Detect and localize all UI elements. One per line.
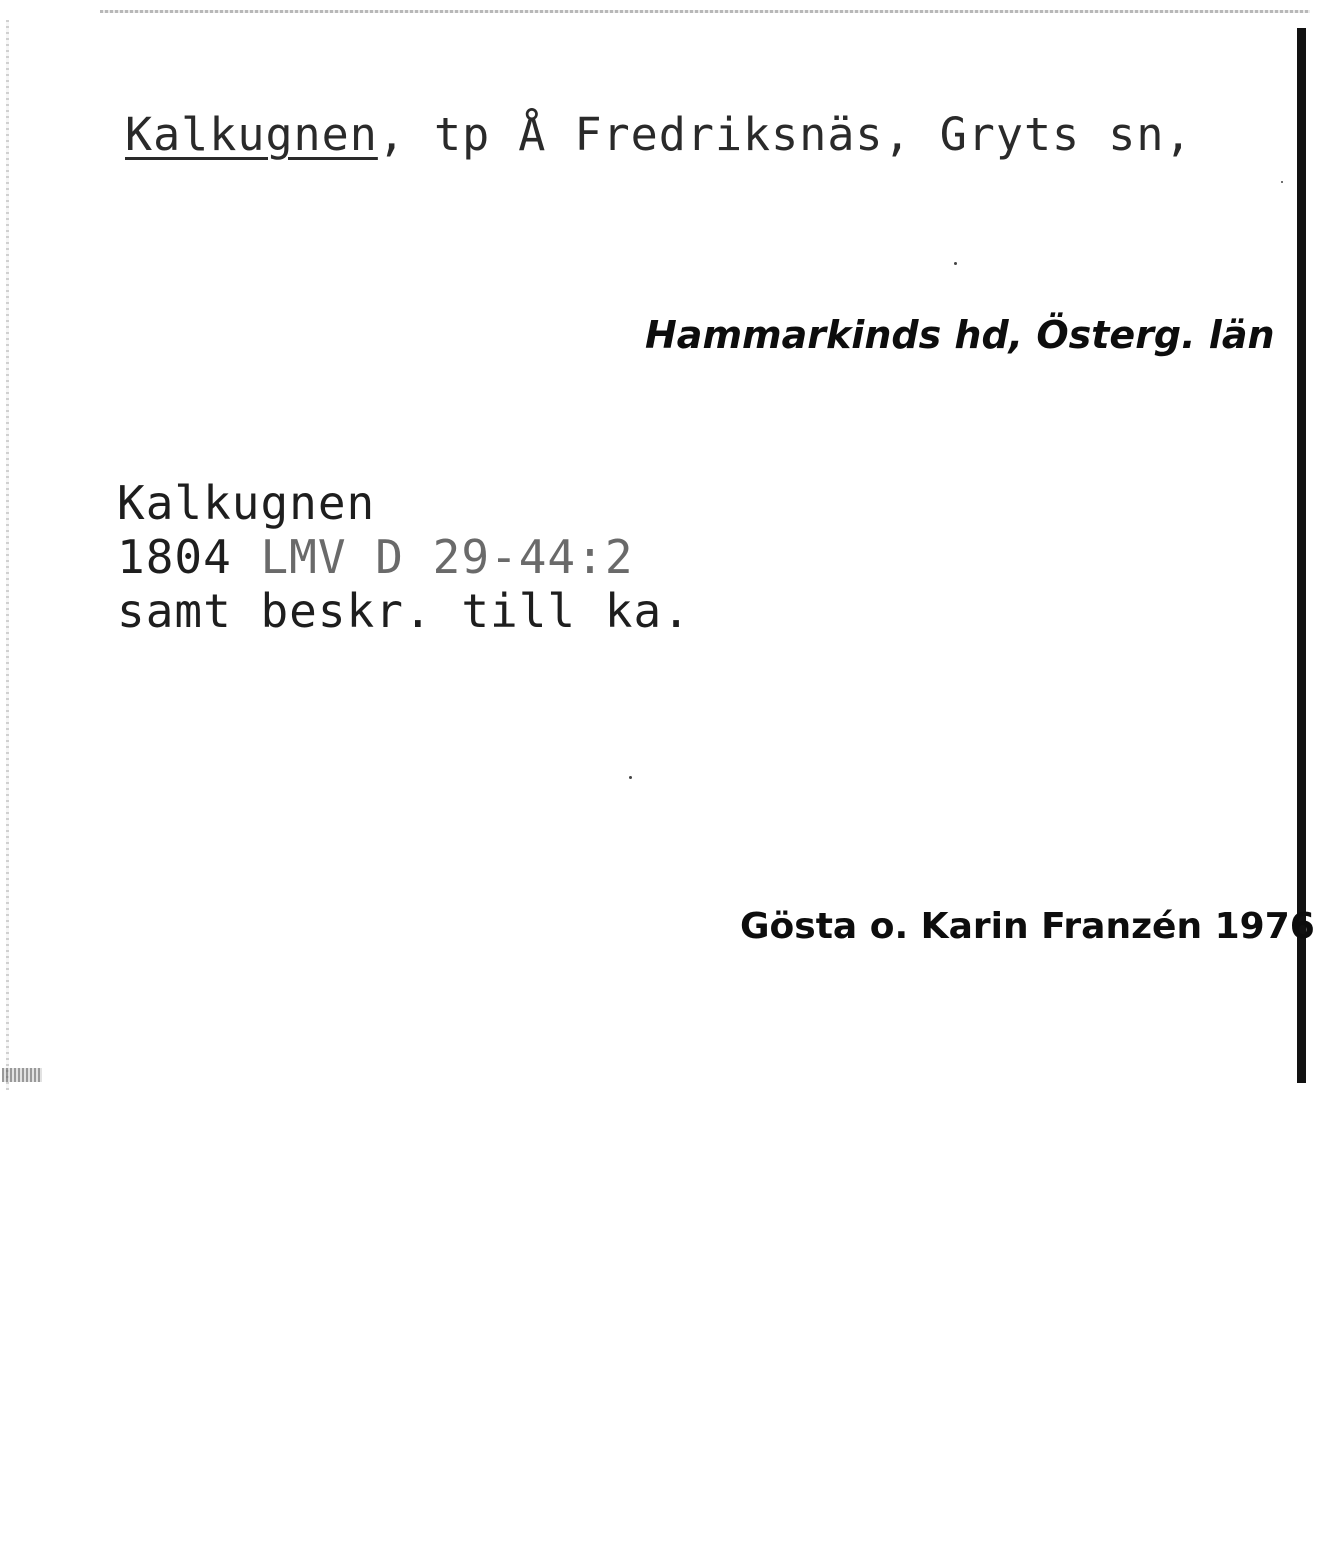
entry-source-ref: LMV D 29-44:2 xyxy=(260,530,634,584)
district-stamp: Hammarkinds hd, Österg. län xyxy=(645,313,1275,357)
entry-source-year: 1804 xyxy=(117,530,232,584)
speck xyxy=(629,776,632,779)
card-heading xyxy=(125,108,1193,161)
speck xyxy=(954,262,957,265)
scan-mark xyxy=(2,1068,42,1082)
collector-stamp: Gösta o. Karin Franzén 1976 xyxy=(740,906,1315,947)
heading-place-name: Kalkugnen xyxy=(125,108,378,161)
heading-description: , tp Å Fredriksnäs, Gryts sn, xyxy=(377,108,1193,161)
card-left-edge xyxy=(6,20,9,1090)
speck xyxy=(1281,181,1283,183)
entry-form: Kalkugnen xyxy=(117,476,376,530)
card-top-edge xyxy=(100,10,1310,13)
entry-note: samt beskr. till ka. xyxy=(117,584,691,638)
entry-source xyxy=(117,530,634,584)
